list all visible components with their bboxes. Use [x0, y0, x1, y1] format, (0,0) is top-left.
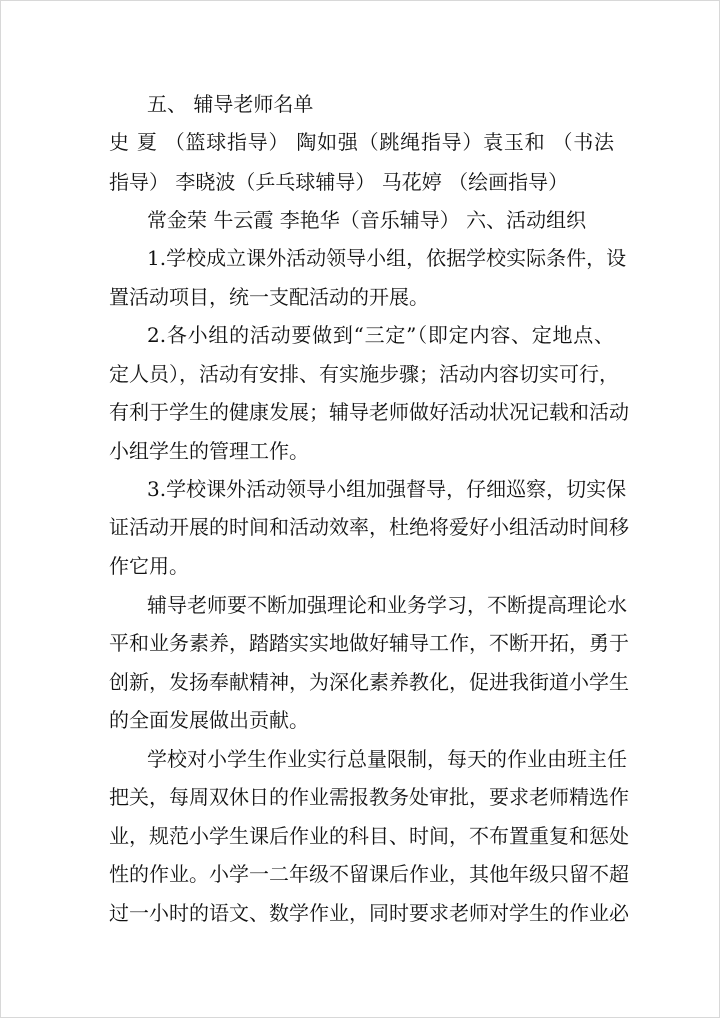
text-line: 性的作业。小学一二年级不留课后作业，其他年级只留不超 [109, 862, 629, 886]
text-line: 创新，发扬奉献精神，为深化素养教化，促进我街道小学生 [109, 670, 629, 694]
text-line: 2.各小组的活动要做到“三定”（即定内容、定地点、 [147, 323, 614, 347]
text-line: 把关，每周双休日的作业需报教务处审批，要求老师精选作 [109, 785, 629, 809]
text-line: 史 夏 （篮球指导） 陶如强（跳绳指导）袁玉和 （书法 [109, 130, 614, 154]
text-line: 小组学生的管理工作。 [109, 439, 309, 463]
text-line: 指导） 李晓波（乒乓球辅导） 马花婷 （绘画指导） [109, 170, 569, 194]
text-line: 辅导老师要不断加强理论和业务学习，不断提高理论水 [147, 593, 627, 617]
text-line: 平和业务素养，踏踏实实地做好辅导工作，不断开拓，勇于 [109, 631, 629, 655]
text-line: 1.学校成立课外活动领导小组，依据学校实际条件，设 [147, 246, 627, 270]
text-line: 的全面发展做出贡献。 [109, 708, 309, 732]
text-line: 过一小时的语文、数学作业，同时要求老师对学生的作业必 [109, 901, 629, 925]
text-line: 置活动项目，统一支配活动的开展。 [109, 285, 429, 309]
text-line: 业，规范小学生课后作业的科目、时间，不布置重复和惩处 [109, 824, 629, 848]
text-line: 定人员），活动有安排、有实施步骤；活动内容切实可行， [109, 362, 619, 386]
text-line: 3.学校课外活动领导小组加强督导，仔细巡察，切实保 [147, 477, 627, 501]
text-line: 证活动开展的时间和活动效率，杜绝将爱好小组活动时间移 [109, 515, 629, 539]
section-heading-tutors: 五、 辅导老师名单 [147, 92, 314, 116]
text-line: 学校对小学生作业实行总量限制，每天的作业由班主任 [147, 747, 627, 771]
text-line: 有利于学生的健康发展；辅导老师做好活动状况记载和活动 [109, 400, 629, 424]
text-line: 作它用。 [109, 554, 189, 578]
text-line: 常金荣 牛云霞 李艳华（音乐辅导） 六、活动组织 [147, 208, 587, 232]
